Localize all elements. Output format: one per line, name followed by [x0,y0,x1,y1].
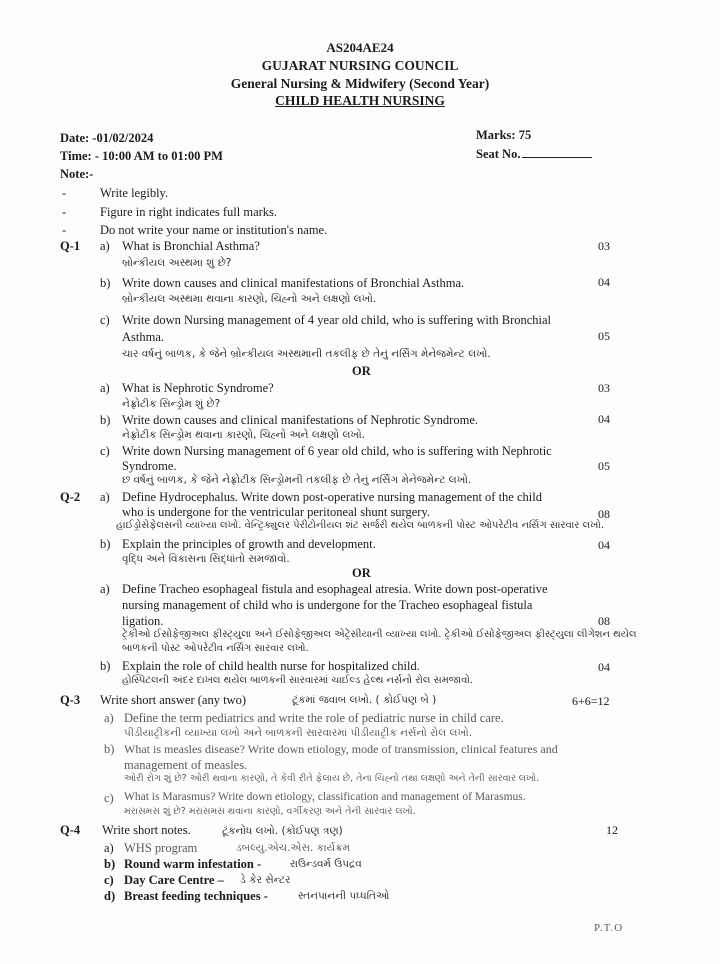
q1b-gujarati: બ્રોન્કીયલ અસ્થમા થવાના કારણો, ચિહ્નો અને લક્ષણો લખો. [122,293,377,305]
q1b2-text: Write down causes and clinical manifestations of Nephrotic Syndrome. [122,413,478,427]
q2a2-text-line1: Define Tracheo esophageal fistula and esophageal atresia. Write down post-operative [122,582,548,596]
q4d-gujarati: સ્તનપાનની પધ્ધતિઓ [298,890,390,902]
exam-date: Date: -01/02/2024 [60,131,154,145]
council-name: GUJARAT NURSING COUNCIL [261,58,459,73]
q2a2-marks: 08 [598,614,610,628]
q4b-gujarati: રાઉન્ડવર્મ ઉપદ્રવ [290,858,362,870]
q1a2-text: What is Nephrotic Syndrome? [122,381,274,395]
q2a-text-line1: Define Hydrocephalus. Write down post-operative nursing management of the child [122,490,542,504]
note-bullet: - [62,205,67,219]
q3c-text: What is Marasmus? Write down etiology, classification and management of Marasmus. [124,791,526,803]
q1b-marks: 04 [598,275,610,289]
seat-blank-line [522,156,592,158]
q2b2-gujarati: હોસ્પિટલની અંદર દાખલ થયેલ બાળકની સારવારમાં ચાઈલ્ડ હેલ્થ નર્સનો રોલ સમજાવો. [122,675,474,686]
q3a-label: a) [104,711,114,725]
note-text: Do not write your name or institution's name. [100,223,328,237]
question-number: Q-3 [60,693,81,707]
q2a-marks: 08 [598,507,610,521]
q3b-text-line1: What is measles disease? Write down etiology, mode of transmission, clinical features and [124,742,558,756]
q3-title: Write short answer (any two) [100,693,246,707]
q1b-text: Write down causes and clinical manifestations of Bronchial Asthma. [122,276,465,290]
q2a2-gujarati-line1: ટ્રેકીઓ ઈસોફેજીઅલ ફીસ્ટ્યુલા અને ઈસોફેજીઅલ એટ્રેસીયાની વ્યાખ્યા લખો. ટ્રેકીઓ ઈસોફેજીઅલ ફીસ્ટ્યુલા લીગેશન થયેલ [122,629,637,640]
note-text: Write legibly. [100,186,169,200]
q1b2-label: b) [100,413,111,427]
q2b-marks: 04 [598,538,610,552]
q2b-text: Explain the principles of growth and development. [122,537,376,551]
q2a-label: a) [100,490,110,504]
q3c-label: c) [104,791,114,805]
q2a-gujarati: હાઈડ્રોસેફેલસની વ્યાખ્યા લખો. વેન્ટ્રિક્યુલર પેરીટોનીયલ શંટ સર્જરી થયેલ બાળકની પોસ્ટ ઓપરેટીવ નર્સિંગ સારવાર લખો. [116,520,605,531]
q1a2-label: a) [100,381,110,395]
q4d-text: Breast feeding techniques - [124,889,268,903]
pto-marker: P.T.O [594,922,624,934]
q3c-gujarati: મરાસમસ શું છે? મરાસમસ થવાના કારણો, વર્ગીકરણ અને તેની સારવાર લખો. [124,806,416,817]
seat-label: Seat No. [476,147,521,161]
q1c2-gujarati: છ વર્ષનું બાળક, કે જેને નેફ્રોટીક સિન્ડ્રોમની તકલીફ છે તેનું નર્સિંગ મેનેજમેન્ટ લખો. [122,474,472,486]
q1c2-text-line2: Syndrome. [122,459,177,473]
q1a-label: a) [100,239,110,253]
q1b2-marks: 04 [598,412,610,426]
q1c-label: c) [100,313,110,327]
or-divider: OR [352,364,371,378]
q4c-label: c) [104,873,114,887]
note-bullet: - [62,223,67,237]
q2a2-text-line3: ligation. [122,614,164,628]
q3a-gujarati: પીડીયાટ્રીકની વ્યાખ્યા લખો અને બાળકની સારવારમાં પીડીયાટ્રીક નર્સનો રોલ લખો. [124,727,473,739]
paper-code: AS204AE24 [326,40,394,55]
q1c2-text-line1: Write down Nursing management of 6 year old child, who is suffering with Nephrotic [122,444,552,458]
q4d-label: d) [104,889,116,903]
q1c2-label: c) [100,444,110,458]
q4a-gujarati: ડબલ્યુ.એચ.એસ. કાર્યક્રમ [236,842,351,854]
note-bullet: - [62,186,67,200]
q1c2-marks: 05 [598,459,610,473]
q2a-text-line2: who is undergone for the ventricular peritoneal shunt surgery. [122,505,431,519]
q4-title-gujarati: ટૂંકનોંધ લખો. (કોઈપણ ત્રણ) [222,825,343,837]
q4c-text: Day Care Centre – [124,873,224,887]
q3b-text-line2: management of measles. [124,758,248,772]
q2b-label: b) [100,537,111,551]
q3a-text: Define the term pediatrics and write the role of pediatric nurse in child care. [124,711,504,725]
note-text: Figure in right indicates full marks. [100,205,278,219]
q3-marks: 6+6=12 [572,694,610,708]
q1c-text-line2: Asthma. [122,330,165,344]
q4b-label: b) [104,857,116,871]
q4c-gujarati: ડે કેર સેન્ટર [240,874,291,886]
q2b2-label: b) [100,659,111,673]
q2a2-gujarati-line2: બાળકની પોસ્ટ ઓપરેટીવ નર્સિંગ સારવાર લખો. [122,643,309,654]
q1b-label: b) [100,276,111,290]
q1c-text-line1: Write down Nursing management of 4 year old child, who is suffering with Bronchial [122,313,552,327]
q1c-gujarati: ચાર વર્ષનું બાળક, કે જેને બ્રોન્કીયલ અસ્થમાની તકલીફ છે તેનું નર્સિંગ મેનેજમેન્ટ લખો. [122,348,491,360]
question-number: Q-4 [60,823,81,837]
course-name: General Nursing & Midwifery (Second Year) [230,76,490,91]
q1a-marks: 03 [598,239,610,253]
q1a2-marks: 03 [598,381,610,395]
or-divider: OR [352,566,371,580]
q3b-gujarati: ઓરી રોગ શું છે? ઓરી થવાના કારણો, તે કેવી રીતે ફેલાય છે, તેના ચિહ્નો તથા લક્ષણો અને તેની સારવાર લખો. [124,773,540,784]
seat-number-field [476,147,592,162]
q1a2-gujarati: નેફ્રોટીક સિન્ડ્રોમ શું છે? [122,398,221,410]
q2a2-label: a) [100,582,110,596]
note-label: Note:- [60,167,94,181]
q2b2-text: Explain the role of child health nurse for hospitalized child. [122,659,420,673]
q4a-label: a) [104,841,114,855]
q4a-text: WHS program [124,841,198,855]
q4-title: Write short notes. [102,823,191,837]
question-number: Q-1 [60,239,81,253]
q3b-label: b) [104,742,115,756]
q1a-gujarati: બ્રોન્કીયલ અસ્થમા શું છે? [122,257,232,269]
q1c-marks: 05 [598,329,610,343]
q1b2-gujarati: નેફ્રોટીક સિન્ડ્રોમ થવાના કારણો, ચિહ્નો અને લક્ષણો લખો. [122,429,366,441]
subject-title: CHILD HEALTH NURSING [275,93,445,108]
q2b2-marks: 04 [598,660,610,674]
q4b-text: Round warm infestation - [124,857,262,871]
total-marks: Marks: 75 [476,128,532,142]
exam-time: Time: - 10:00 AM to 01:00 PM [60,149,223,163]
question-number: Q-2 [60,490,81,504]
q3-title-gujarati: ટૂંકમાં જવાબ લખો. ( કોઈપણ બે ) [292,694,437,706]
q2b-gujarati: વૃદ્ધિ અને વિકાસના સિદ્ધાંતો સમજાવો. [122,553,290,565]
q2a2-text-line2: nursing management of child who is undergone for the Tracheo esophageal fistula [122,598,533,612]
q4-marks: 12 [606,823,618,837]
q1a-text: What is Bronchial Asthma? [122,239,260,253]
